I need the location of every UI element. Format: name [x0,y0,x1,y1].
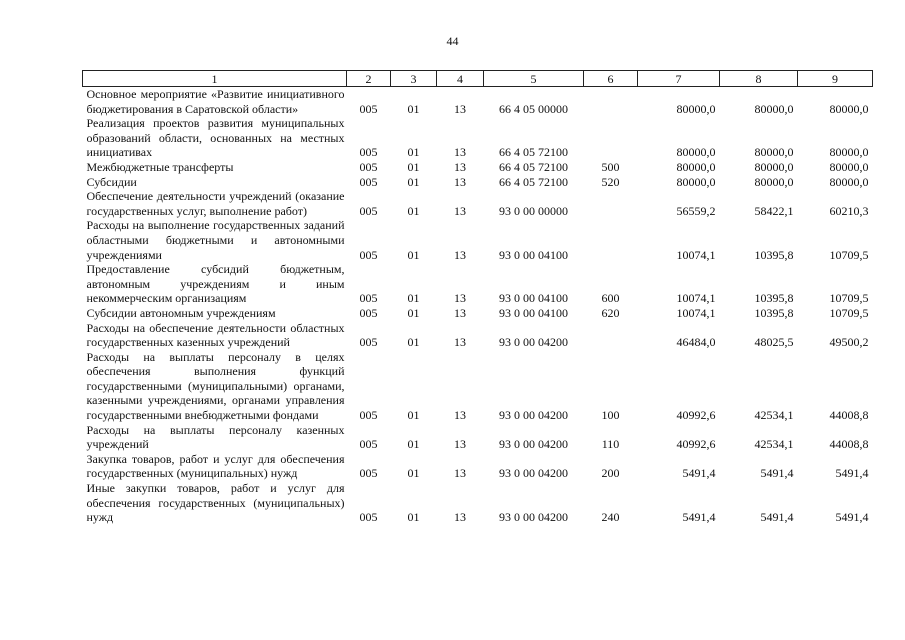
row-code-6: 110 [601,437,620,452]
column-header: 3 [391,71,437,87]
row-code-5: 93 0 00 04200 [499,335,568,350]
row-value-9: 80000,0 [829,159,869,174]
row-code-2: 005 [359,291,378,306]
column-header: 5 [484,71,584,87]
row-value-7: 56559,2 [676,203,716,218]
table-row [83,452,873,481]
budget-table [82,70,873,525]
row-name: Расходы на выполнение государственных заданий областными бюджетными и автономными учреждениями [86,218,345,262]
row-code-6: 520 [601,174,620,189]
row-value-7: 80000,0 [676,101,716,116]
page-number: 44 [446,34,459,48]
row-name: Основное мероприятие «Развитие инициативного бюджетирования в Саратовской области» [86,87,345,116]
row-value-9: 5491,4 [835,466,869,481]
row-code-6 [584,218,638,262]
column-header: 8 [720,71,798,87]
row-code-4: 13 [454,174,466,189]
row-code-2: 005 [359,247,378,262]
row-value-8: 80000,0 [754,159,794,174]
row-value-8: 5491,4 [760,466,794,481]
row-code-6 [584,116,638,160]
row-value-8: 42534,1 [754,437,794,452]
row-code-3: 01 [407,291,420,306]
row-value-7: 10074,1 [676,305,716,320]
row-value-8: 10395,8 [754,247,794,262]
row-code-5: 93 0 00 04200 [499,466,568,481]
row-code-3: 01 [407,335,420,350]
row-code-2: 005 [359,335,378,350]
row-code-5: 93 0 00 04100 [499,305,568,320]
row-value-7: 40992,6 [676,437,716,452]
row-code-3: 01 [407,159,420,174]
row-code-4: 13 [454,408,466,423]
row-code-4: 13 [454,466,466,481]
row-name: Закупка товаров, работ и услуг для обеспечения государственных (муниципальных) нужд [86,451,345,481]
row-name: Субсидии [86,174,137,189]
column-header: 7 [638,71,720,87]
row-name: Предоставление субсидий бюджетным, автономным учреждениям и иным некоммерческим организациям [86,262,345,306]
row-code-3: 01 [407,247,420,262]
row-value-7: 10074,1 [676,291,716,306]
row-code-3: 01 [407,510,420,525]
row-name: Расходы на выплаты персоналу казенных учреждений [86,422,345,452]
row-code-3: 01 [407,203,420,218]
row-name: Обеспечение деятельности учреждений (оказание государственных услуг, выполнение работ) [86,189,345,218]
row-code-2: 005 [359,145,378,160]
row-value-9: 49500,2 [829,335,869,350]
row-code-4: 13 [454,510,466,525]
row-code-2: 005 [359,510,378,525]
table-row [83,321,873,350]
row-value-8: 10395,8 [754,291,794,306]
row-value-9: 80000,0 [829,174,869,189]
table-row [83,423,873,452]
row-code-5: 93 0 00 04100 [499,291,568,306]
row-code-4: 13 [454,335,466,350]
row-code-4: 13 [454,203,466,218]
column-header: 6 [584,71,638,87]
row-code-3: 01 [407,305,420,320]
table-body [83,87,873,525]
row-name: Межбюджетные трансферты [86,159,234,174]
table-row [83,87,873,117]
row-value-7: 5491,4 [682,466,716,481]
row-value-8: 80000,0 [754,145,794,160]
row-value-9: 44008,8 [829,437,869,452]
table-row [83,218,873,262]
row-code-2: 005 [359,174,378,189]
row-code-6: 500 [601,159,620,174]
row-code-6 [584,321,638,350]
row-code-2: 005 [359,159,378,174]
row-code-5: 66 4 05 72100 [499,159,568,174]
row-code-3: 01 [407,145,420,160]
row-code-5: 93 0 00 04100 [499,247,568,262]
row-code-6: 200 [601,466,620,481]
table-row [83,481,873,525]
row-code-2: 005 [359,466,378,481]
row-value-7: 40992,6 [676,408,716,423]
row-value-9: 5491,4 [835,510,869,525]
row-value-8: 80000,0 [754,101,794,116]
row-value-7: 80000,0 [676,159,716,174]
column-number-header [83,71,873,87]
row-code-6 [584,189,638,218]
row-code-4: 13 [454,101,466,116]
row-value-9: 80000,0 [829,145,869,160]
row-code-3: 01 [407,101,420,116]
row-code-2: 005 [359,408,378,423]
row-code-6: 600 [601,291,620,306]
row-code-2: 005 [359,305,378,320]
column-header: 4 [437,71,484,87]
row-code-4: 13 [454,305,466,320]
row-value-7: 5491,4 [682,510,716,525]
table-row [83,160,873,175]
row-code-2: 005 [359,437,378,452]
row-value-9: 60210,3 [829,203,869,218]
table-row [83,306,873,321]
row-code-3: 01 [407,408,420,423]
row-value-9: 10709,5 [829,305,869,320]
row-code-3: 01 [407,466,420,481]
row-name: Расходы на выплаты персоналу в целях обеспечения выполнения функций государственными (муниципальными) органами, казенными учреждениями, органами управления государственными внебюджетными фондами [86,349,345,423]
table-row [83,116,873,160]
row-code-5: 93 0 00 04200 [499,510,568,525]
table-row [83,175,873,190]
table-row [83,262,873,306]
row-code-4: 13 [454,437,466,452]
row-value-9: 80000,0 [829,101,869,116]
row-name: Расходы на обеспечение деятельности областных государственных казенных учреждений [86,320,345,350]
column-header: 1 [83,71,347,87]
row-value-9: 10709,5 [829,247,869,262]
row-name: Субсидии автономным учреждениям [86,305,276,320]
row-value-7: 80000,0 [676,174,716,189]
row-value-8: 42534,1 [754,408,794,423]
row-code-6: 240 [601,510,620,525]
row-code-5: 66 4 05 72100 [499,145,568,160]
row-name: Реализация проектов развития муниципальных образований области, основанных на местных инициативах [86,116,345,160]
row-code-6: 100 [601,408,620,423]
row-code-2: 005 [359,101,378,116]
row-code-2: 005 [359,203,378,218]
row-code-6 [584,87,638,117]
row-value-8: 58422,1 [754,203,794,218]
row-code-5: 93 0 00 04200 [499,437,568,452]
row-code-3: 01 [407,174,420,189]
row-value-7: 46484,0 [676,335,716,350]
row-value-9: 10709,5 [829,291,869,306]
row-code-4: 13 [454,247,466,262]
row-value-8: 48025,5 [754,335,794,350]
column-header: 2 [347,71,391,87]
row-code-3: 01 [407,437,420,452]
row-value-8: 5491,4 [760,510,794,525]
row-value-7: 80000,0 [676,145,716,160]
row-code-4: 13 [454,291,466,306]
column-header: 9 [798,71,873,87]
row-name: Иные закупки товаров, работ и услуг для обеспечения государственных (муниципальных) нужд [86,481,345,525]
row-value-7: 10074,1 [676,247,716,262]
row-code-4: 13 [454,145,466,160]
row-code-6: 620 [601,305,620,320]
row-value-9: 44008,8 [829,408,869,423]
row-code-5: 66 4 05 72100 [499,174,568,189]
row-code-4: 13 [454,159,466,174]
row-code-5: 66 4 05 00000 [499,101,568,116]
table-row [83,350,873,423]
row-value-8: 10395,8 [754,305,794,320]
row-code-5: 93 0 00 04200 [499,408,568,423]
table-row [83,189,873,218]
row-value-8: 80000,0 [754,174,794,189]
row-code-5: 93 0 00 00000 [499,203,568,218]
